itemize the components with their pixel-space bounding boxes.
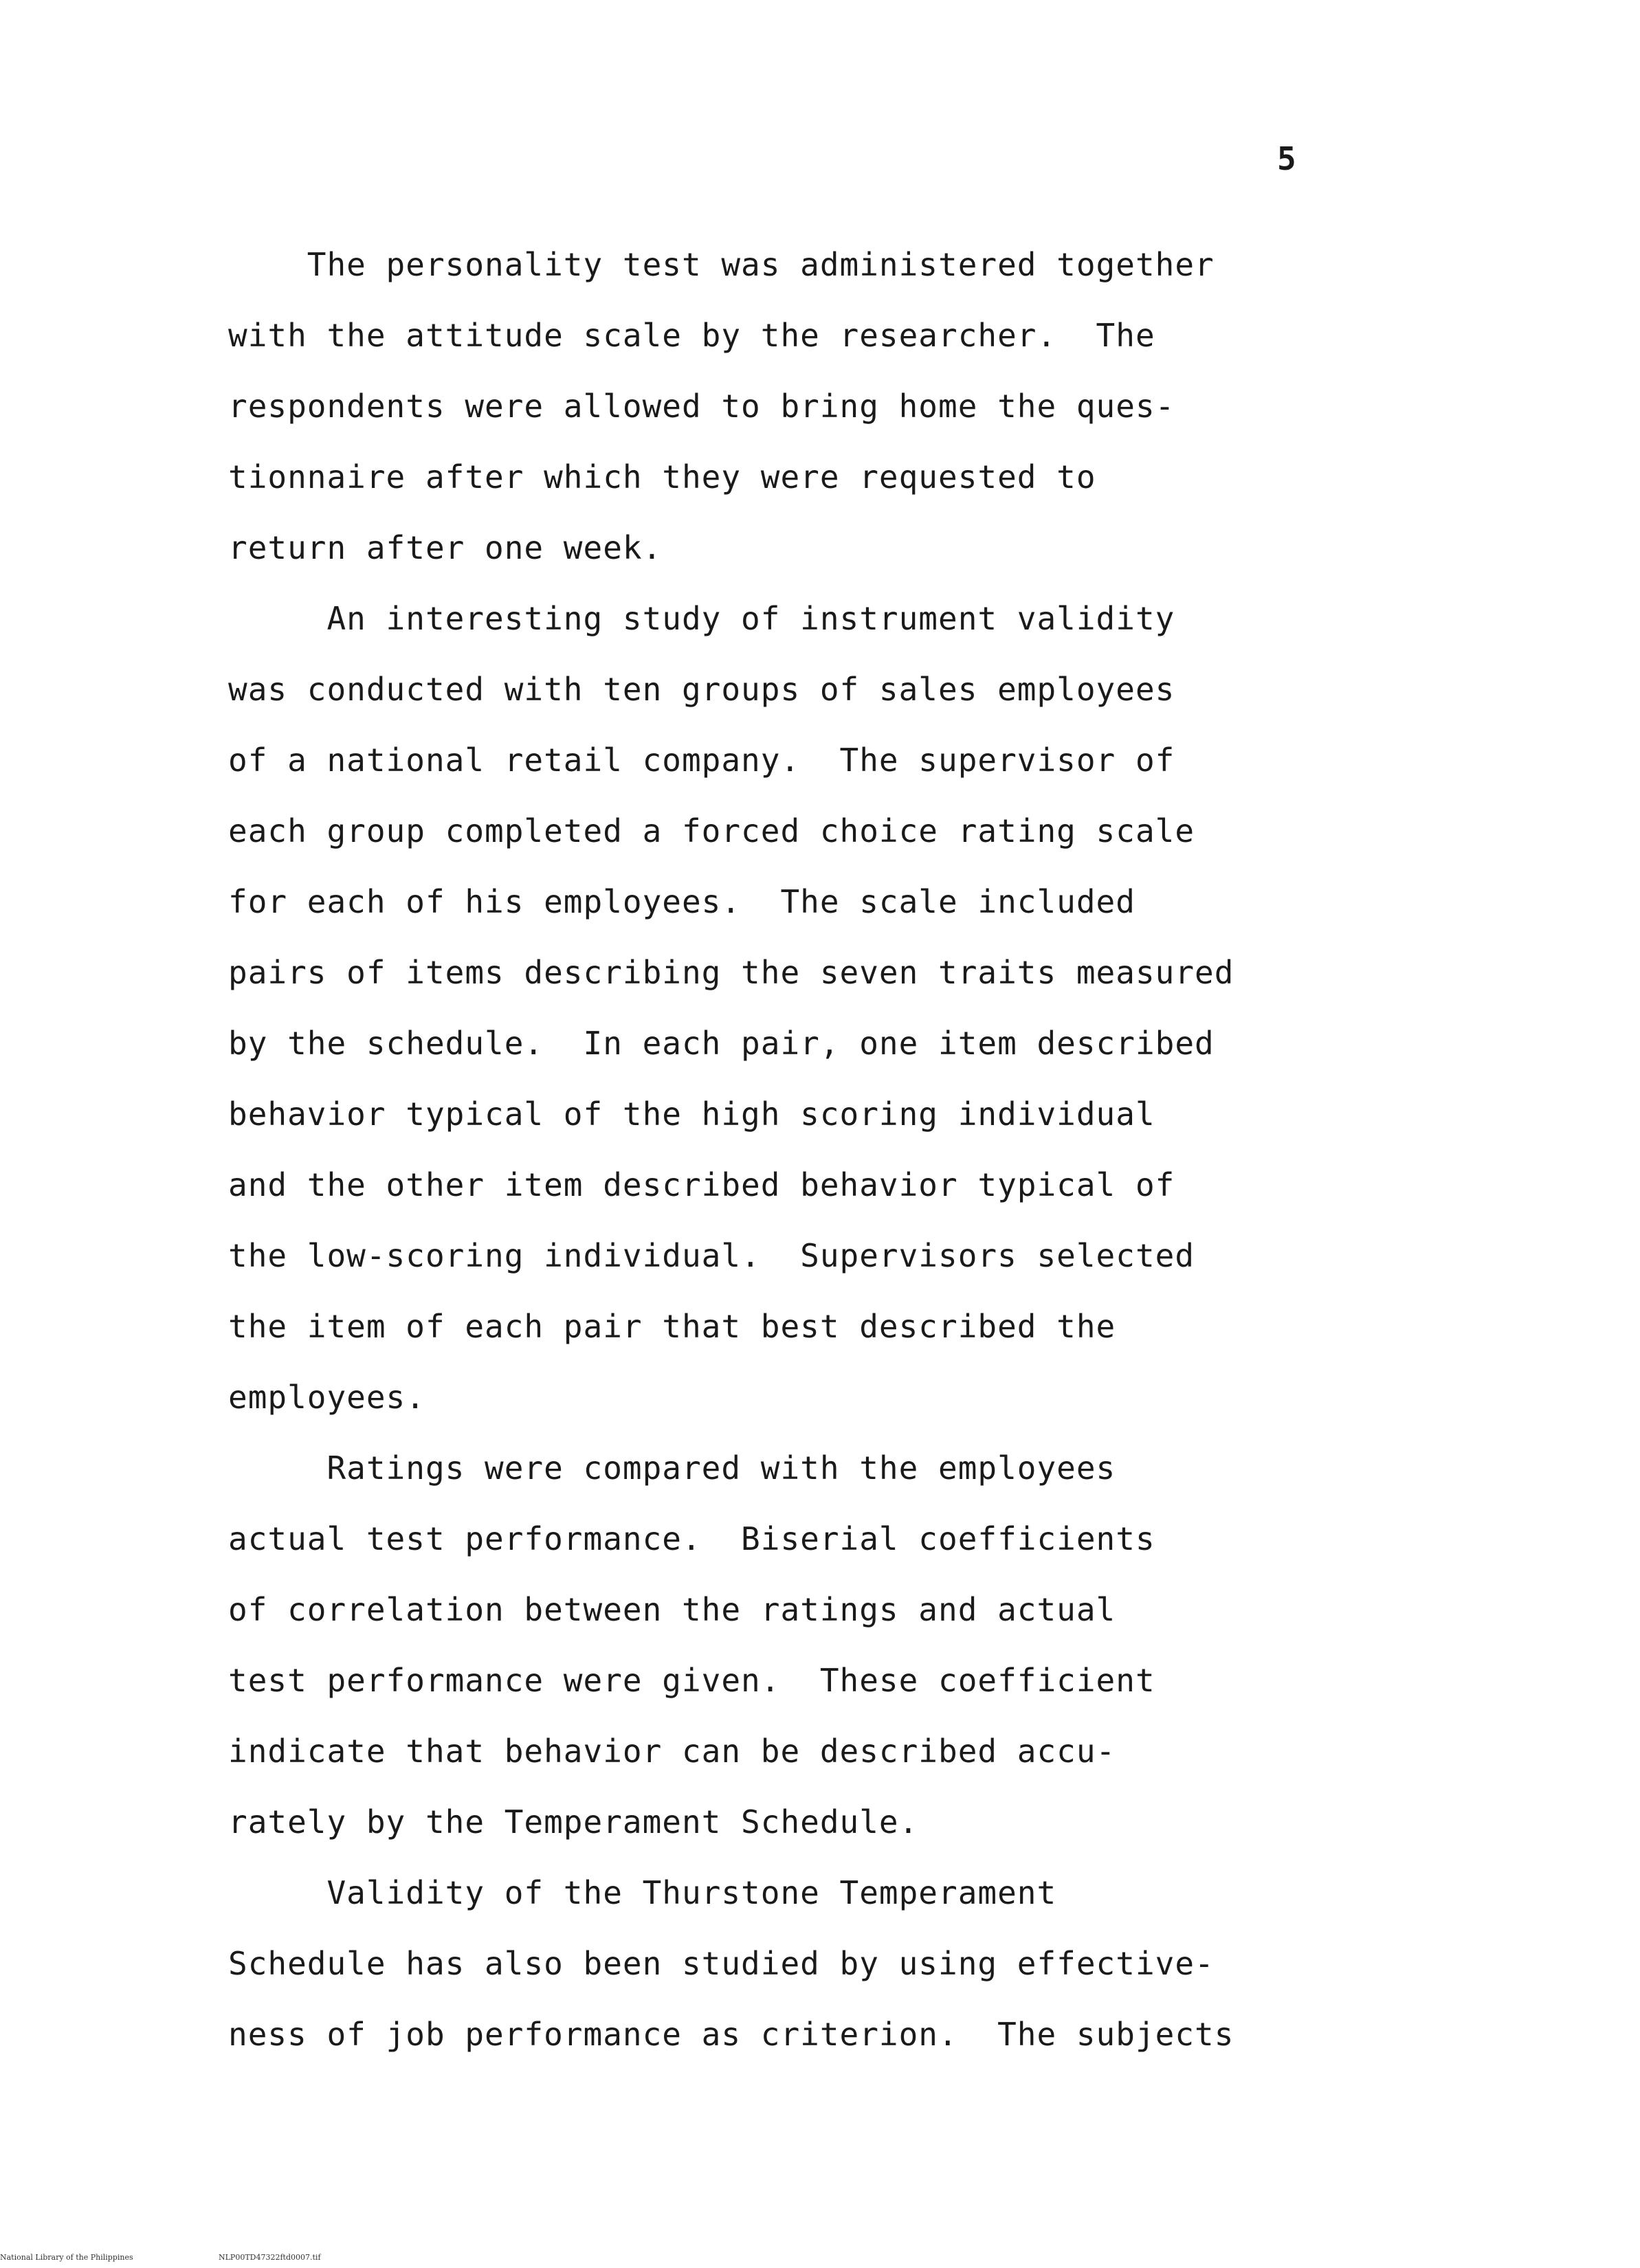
text-line: actual test performance. Biserial coefficients: [228, 1520, 1155, 1557]
page-number: 5: [1277, 140, 1296, 177]
text-line: each group completed a forced choice rating scale: [228, 812, 1195, 849]
text-line: was conducted with ten groups of sales employees: [228, 671, 1175, 708]
text-line: Validity of the Thurstone Temperament: [228, 1874, 1057, 1911]
text-line: the item of each pair that best described the: [228, 1308, 1116, 1345]
text-line: behavior typical of the high scoring individual: [228, 1096, 1155, 1133]
text-line: and the other item described behavior typical of: [228, 1166, 1175, 1203]
text-line: An interesting study of instrument validity: [228, 600, 1175, 637]
text-line: rately by the Temperament Schedule.: [228, 1803, 919, 1841]
text-line: the low-scoring individual. Supervisors selected: [228, 1237, 1195, 1274]
footer-filename: NLP00TD47322ftd0007.tif: [219, 2253, 321, 2262]
text-line: for each of his employees. The scale included: [228, 883, 1135, 920]
text-line: ness of job performance as criterion. The subjects: [228, 2016, 1234, 2053]
text-line: return after one week.: [228, 529, 663, 566]
text-line: by the schedule. In each pair, one item described: [228, 1025, 1215, 1062]
text-line: test performance were given. These coefficient: [228, 1662, 1155, 1699]
text-line: The personality test was administered together: [228, 246, 1215, 283]
body-text: [228, 230, 1397, 2070]
text-line: Ratings were compared with the employees: [228, 1449, 1116, 1487]
text-line: tionnaire after which they were requested to: [228, 458, 1096, 496]
footer-library-name: National Library of the Philippines: [0, 2253, 133, 2262]
text-line: of a national retail company. The supervisor of: [228, 742, 1175, 779]
text-line: Schedule has also been studied by using effective-: [228, 1945, 1215, 1982]
text-line: employees.: [228, 1379, 425, 1416]
text-line: respondents were allowed to bring home the ques-: [228, 388, 1175, 425]
text-line: indicate that behavior can be described accu-: [228, 1733, 1116, 1770]
text-line: of correlation between the ratings and actual: [228, 1591, 1116, 1628]
text-line: pairs of items describing the seven traits measured: [228, 954, 1234, 991]
text-line: with the attitude scale by the researcher. The: [228, 317, 1155, 354]
